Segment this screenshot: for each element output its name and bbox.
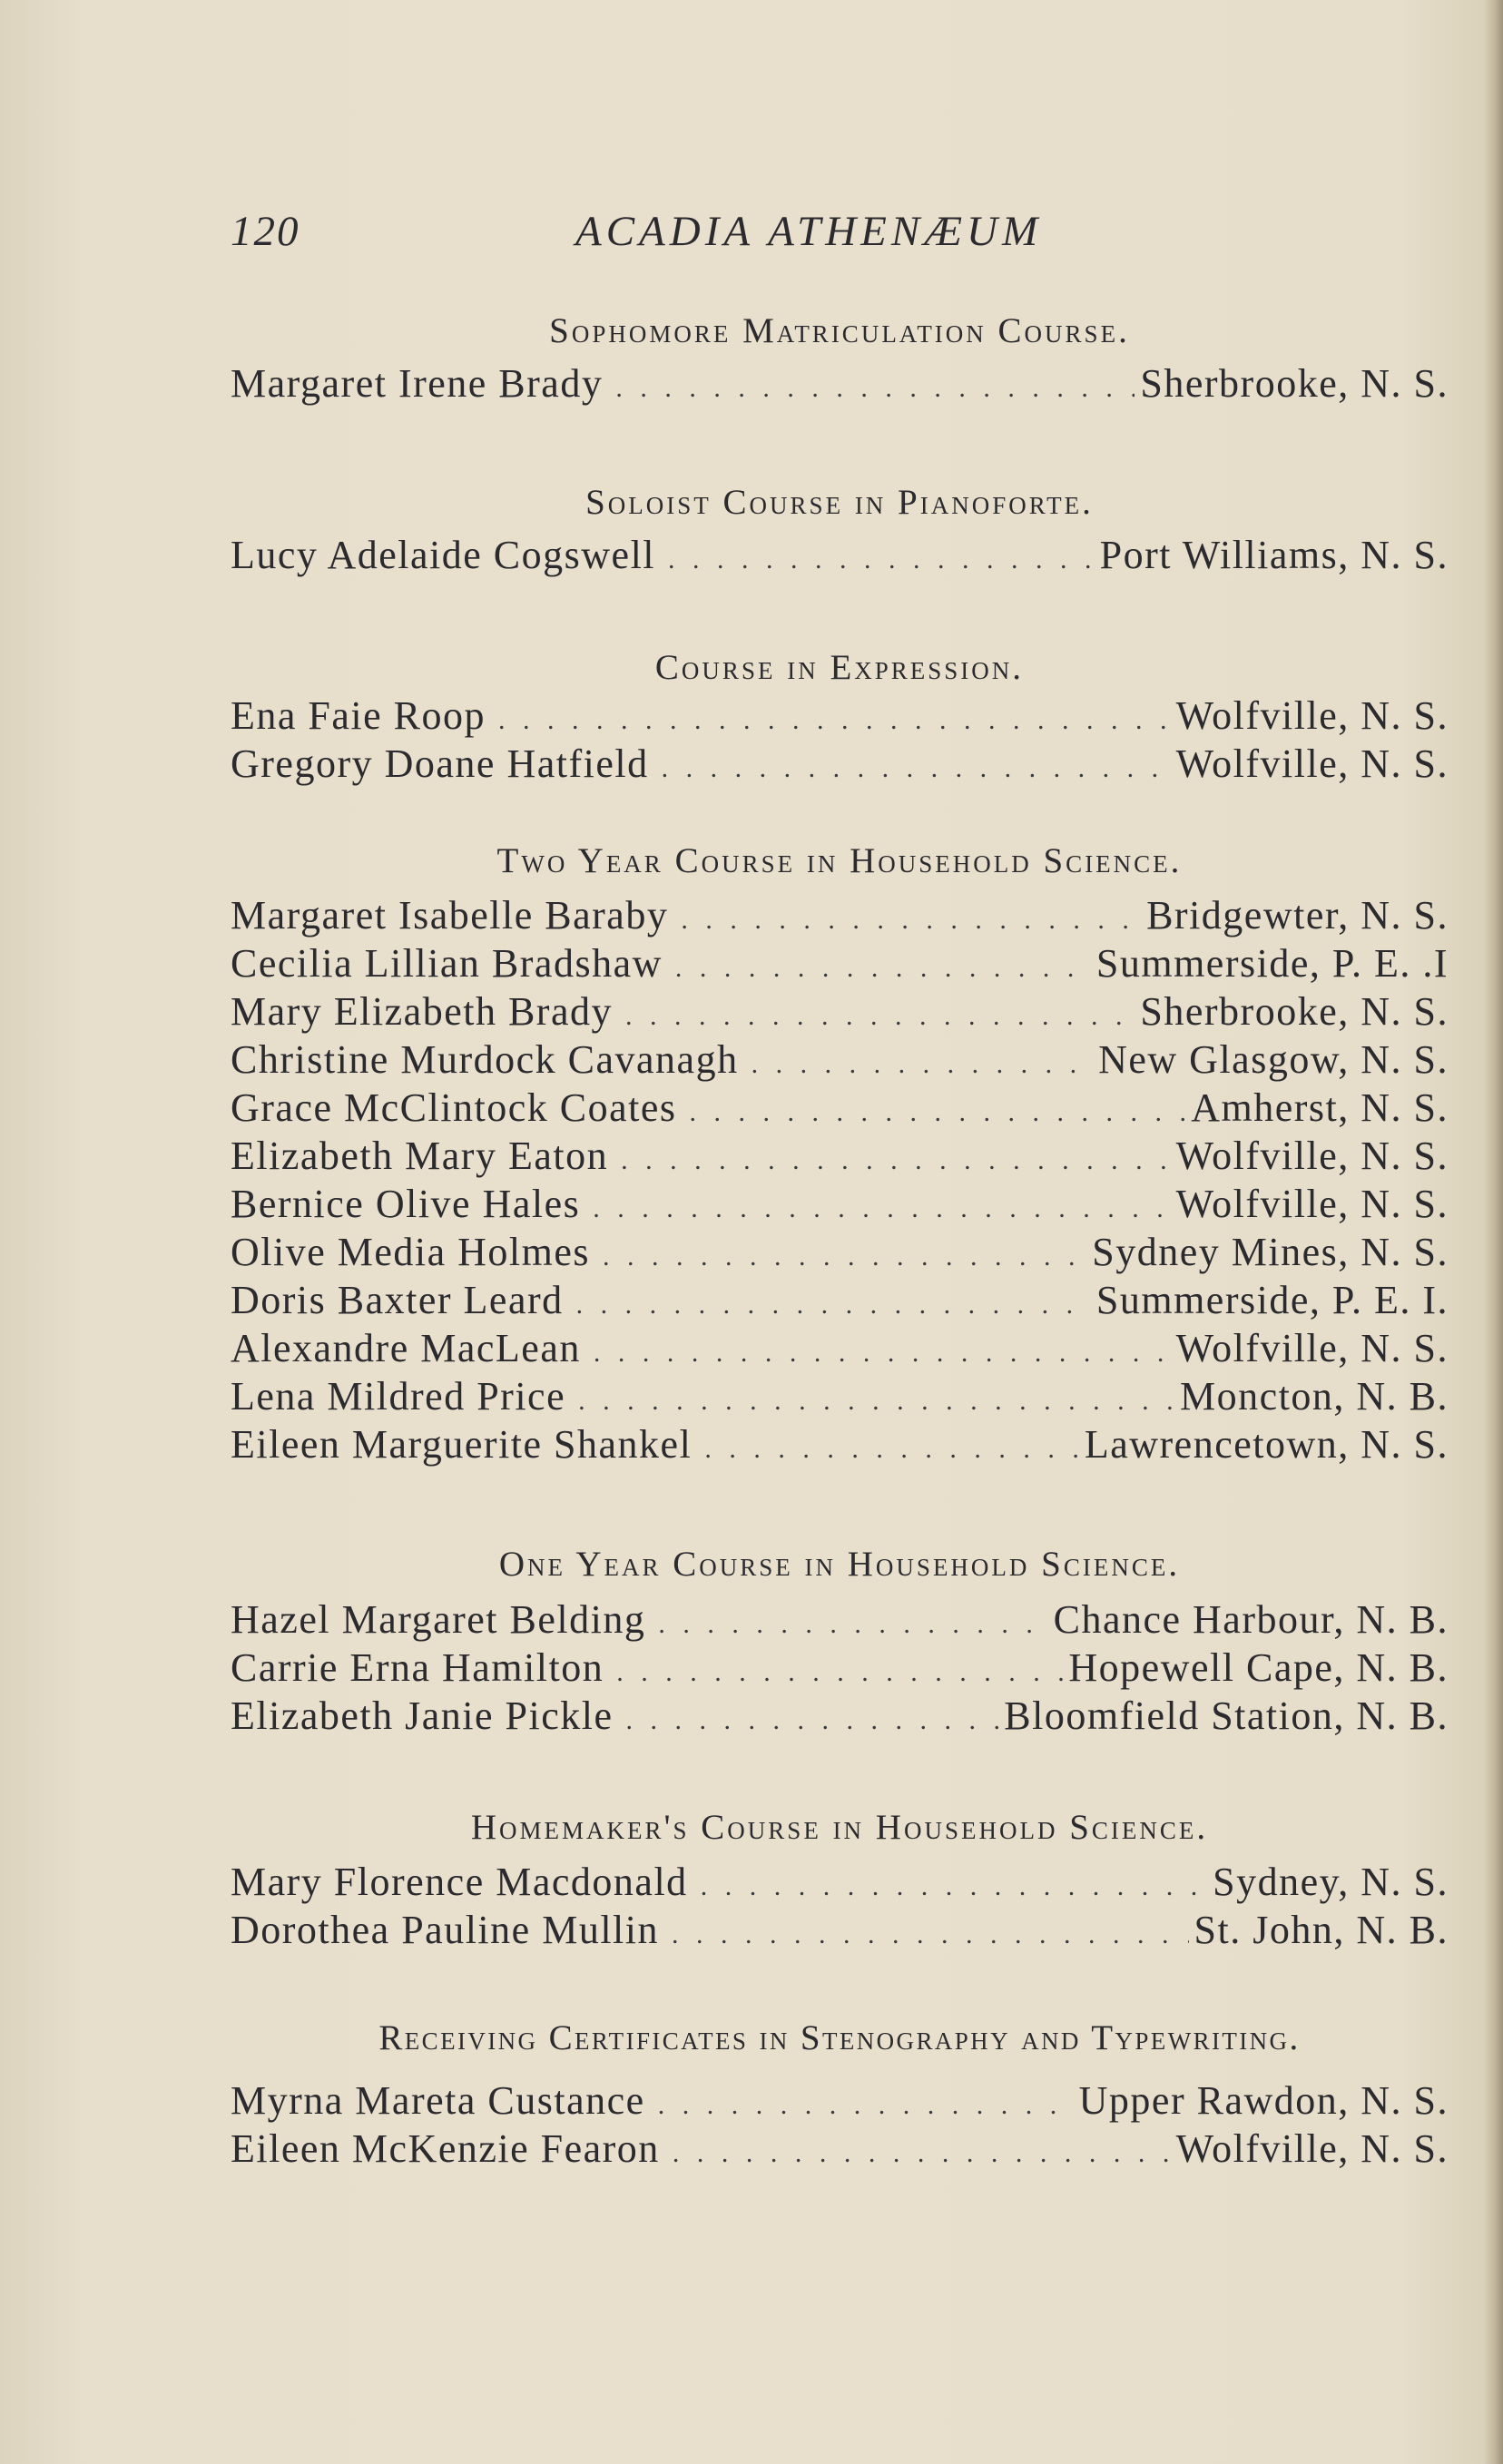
list-item (231, 1595, 1449, 1644)
dot-leader (616, 1648, 1063, 1696)
dot-leader (704, 1425, 1079, 1473)
hometown: Chance Harbour, N. B. (1053, 1597, 1449, 1642)
student-name: Margaret Irene Brady (231, 361, 604, 406)
hometown: Summerside, P. E. I. (1095, 1278, 1449, 1322)
list-item (231, 1180, 1449, 1228)
section-heading: Two Year Course in Household Science. (496, 841, 1183, 880)
dot-leader (752, 1040, 1094, 1088)
entry-list (231, 2076, 1449, 2173)
hometown: New Glasgow, N. S. (1098, 1037, 1449, 1082)
section-heading: Homemaker's Course in Household Science. (470, 1808, 1209, 1847)
entry-list (231, 1595, 1449, 1740)
list-item (231, 1420, 1449, 1468)
student-name: Dorothea Pauline Mullin (231, 1908, 659, 1952)
dot-leader (578, 1377, 1174, 1425)
dot-leader (658, 2081, 1074, 2129)
student-name: Carrie Erna Hamilton (231, 1645, 604, 1690)
student-name: Lucy Adelaide Cogswell (231, 533, 656, 577)
hometown: Wolfville, N. S. (1175, 1134, 1449, 1178)
entry-list (231, 1858, 1449, 1954)
dot-leader (621, 1136, 1171, 1184)
list-item (231, 692, 1449, 740)
student-name: Mary Florence Macdonald (231, 1860, 688, 1904)
list-item (231, 531, 1449, 579)
dot-leader (668, 535, 1095, 584)
section-heading: Sophomore Matriculation Course. (549, 311, 1130, 350)
student-name: Alexandre MacLean (231, 1326, 581, 1370)
dot-leader (672, 1910, 1189, 1958)
section-heading: Course in Expression. (654, 648, 1025, 687)
hometown: Bloomfield Station, N. B. (1004, 1693, 1449, 1738)
list-item (231, 1692, 1449, 1740)
student-name: Elizabeth Mary Eaton (231, 1134, 609, 1178)
hometown: St. John, N. B. (1194, 1908, 1449, 1952)
hometown: Bridgewter, N. S. (1146, 893, 1449, 937)
list-item (231, 2125, 1449, 2173)
dot-leader (615, 364, 1135, 412)
hometown: Wolfville, N. S. (1175, 1182, 1449, 1226)
section-homemakers-course (231, 1804, 1449, 1954)
list-item (231, 359, 1449, 407)
section-stenography-typewriting (231, 2015, 1449, 2173)
hometown: Wolfville, N. S. (1175, 741, 1449, 786)
student-name: Olive Media Holmes (231, 1230, 591, 1274)
hometown: Sydney Mines, N. S. (1092, 1230, 1449, 1274)
student-name: Margaret Isabelle Baraby (231, 893, 669, 937)
entry-list (231, 891, 1449, 1468)
list-item (231, 1036, 1449, 1084)
dot-leader (658, 1600, 1047, 1648)
dot-leader (626, 1696, 999, 1744)
hometown: Sydney, N. S. (1213, 1860, 1449, 1904)
student-name: Elizabeth Janie Pickle (231, 1693, 614, 1738)
student-name: Gregory Doane Hatfield (231, 741, 649, 786)
hometown: Port Williams, N. S. (1099, 533, 1449, 577)
student-name: Ena Faie Roop (231, 693, 486, 738)
hometown: Hopewell Cape, N. B. (1068, 1645, 1449, 1690)
dot-leader (701, 1862, 1207, 1910)
list-item (231, 1084, 1449, 1132)
list-item (231, 1228, 1449, 1276)
hometown: Moncton, N. B. (1180, 1374, 1449, 1419)
entry-list (231, 531, 1449, 579)
list-item (231, 2076, 1449, 2125)
list-item (231, 1372, 1449, 1420)
section-two-year-household-science (231, 838, 1449, 1468)
student-name: Doris Baxter Leard (231, 1278, 564, 1322)
list-item (231, 939, 1449, 987)
section-expression (231, 644, 1449, 788)
list-item (231, 1906, 1449, 1954)
hometown: Amherst, N. S. (1191, 1085, 1449, 1130)
section-heading: One Year Course in Household Science. (498, 1545, 1181, 1584)
student-name: Christine Murdock Cavanagh (231, 1037, 739, 1082)
student-name: Bernice Olive Hales (231, 1182, 581, 1226)
running-head (231, 207, 1449, 261)
student-name: Myrna Mareta Custance (231, 2078, 645, 2123)
list-item (231, 1858, 1449, 1906)
list-item (231, 1276, 1449, 1324)
dot-leader (576, 1281, 1091, 1329)
hometown: Lawrencetown, N. S. (1084, 1422, 1449, 1467)
dot-leader (498, 696, 1171, 744)
list-item (231, 1132, 1449, 1180)
student-name: Lena Mildred Price (231, 1374, 566, 1419)
section-heading: Soloist Course in Pianoforte. (585, 483, 1094, 522)
section-one-year-household-science (231, 1541, 1449, 1740)
page-number: 120 (231, 208, 300, 255)
entry-list (231, 359, 1449, 407)
dot-leader (594, 1329, 1171, 1377)
student-name: Eileen Marguerite Shankel (231, 1422, 693, 1467)
dot-leader (681, 896, 1141, 944)
dot-leader (689, 1088, 1185, 1136)
list-item (231, 1324, 1449, 1372)
hometown: Summerside, P. E. .I (1095, 941, 1449, 986)
list-item (231, 740, 1449, 788)
student-name: Mary Elizabeth Brady (231, 989, 613, 1034)
dot-leader (675, 944, 1091, 992)
student-name: Hazel Margaret Belding (231, 1597, 646, 1642)
page-edge-shadow (1483, 0, 1503, 2464)
journal-title: ACADIA ATHENÆUM (575, 208, 1043, 255)
hometown: Wolfville, N. S. (1175, 1326, 1449, 1370)
student-name: Grace McClintock Coates (231, 1085, 677, 1130)
section-heading: Receiving Certificates in Stenography and Typewriting. (378, 2018, 1301, 2057)
section-sophomore-matriculation (231, 308, 1449, 407)
dot-leader (662, 744, 1171, 792)
list-item (231, 891, 1449, 939)
student-name: Eileen McKenzie Fearon (231, 2126, 660, 2171)
dot-leader (673, 2129, 1171, 2177)
list-item (231, 1644, 1449, 1692)
dot-leader (593, 1184, 1170, 1232)
hometown: Wolfville, N. S. (1175, 2126, 1449, 2171)
student-name: Cecilia Lillian Bradshaw (231, 941, 663, 986)
entry-list (231, 692, 1449, 788)
dot-leader (603, 1232, 1086, 1281)
hometown: Sherbrooke, N. S. (1140, 361, 1449, 406)
dot-leader (625, 992, 1135, 1040)
hometown: Upper Rawdon, N. S. (1078, 2078, 1449, 2123)
list-item (231, 987, 1449, 1036)
section-soloist-pianoforte (231, 479, 1449, 579)
hometown: Wolfville, N. S. (1175, 693, 1449, 738)
hometown: Sherbrooke, N. S. (1140, 989, 1449, 1034)
